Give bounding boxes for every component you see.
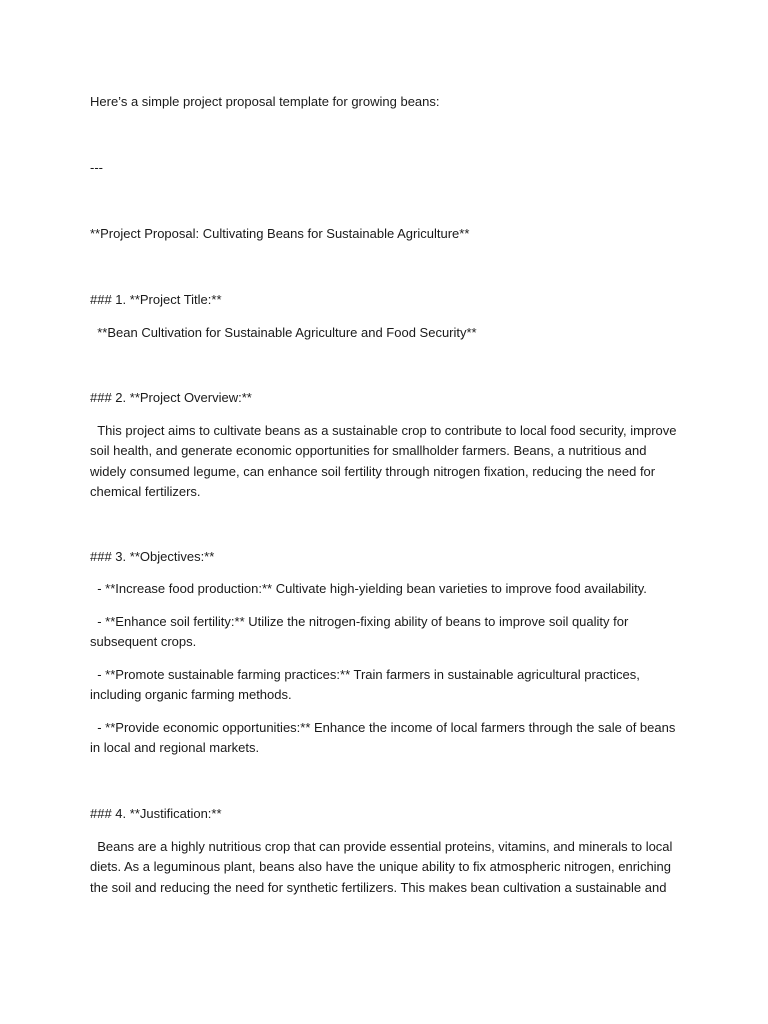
justification-paragraph: Beans are a highly nutritious crop that can provide essential proteins, vitamins, and minerals to local diets. As a leguminous plant, beans also have the unique ability to fix atmospheric nitrogen, enriching the soil and reducing the need for synthetic fertilizers. This makes bean cultivation a sustainable and	[90, 839, 677, 895]
overview-paragraph: This project aims to cultivate beans as a sustainable crop to contribute to local food security, improve soil health, and generate economic opportunities for smallholder farmers. Beans, a nutritious and widely consumed legume, can enhance soil fertility through nitrogen fixation, reducing the need for chemical fertilizers.	[90, 423, 681, 499]
separator: ---	[90, 160, 103, 175]
objective-item: - **Promote sustainable farming practices:** Train farmers in sustainable agricultural practices, including organic farming methods.	[90, 667, 644, 703]
objective-item: - **Increase food production:** Cultivate high-yielding bean varieties to improve food availability.	[90, 581, 647, 596]
objective-item: - **Enhance soil fertility:** Utilize the nitrogen-fixing ability of beans to improve soil quality for subsequent crops.	[90, 614, 632, 650]
intro-text: Here’s a simple project proposal template for growing beans:	[90, 94, 440, 109]
section-heading-justification: ### 4. **Justification:**	[90, 806, 222, 821]
section-heading-objectives: ### 3. **Objectives:**	[90, 549, 215, 564]
objective-item: - **Provide economic opportunities:** Enhance the income of local farmers through the sale of beans in local and regional markets.	[90, 720, 679, 756]
project-title-text: **Bean Cultivation for Sustainable Agriculture and Food Security**	[90, 325, 477, 340]
section-heading-project-title: ### 1. **Project Title:**	[90, 292, 222, 307]
section-heading-overview: ### 2. **Project Overview:**	[90, 390, 252, 405]
proposal-title: **Project Proposal: Cultivating Beans for Sustainable Agriculture**	[90, 226, 470, 241]
